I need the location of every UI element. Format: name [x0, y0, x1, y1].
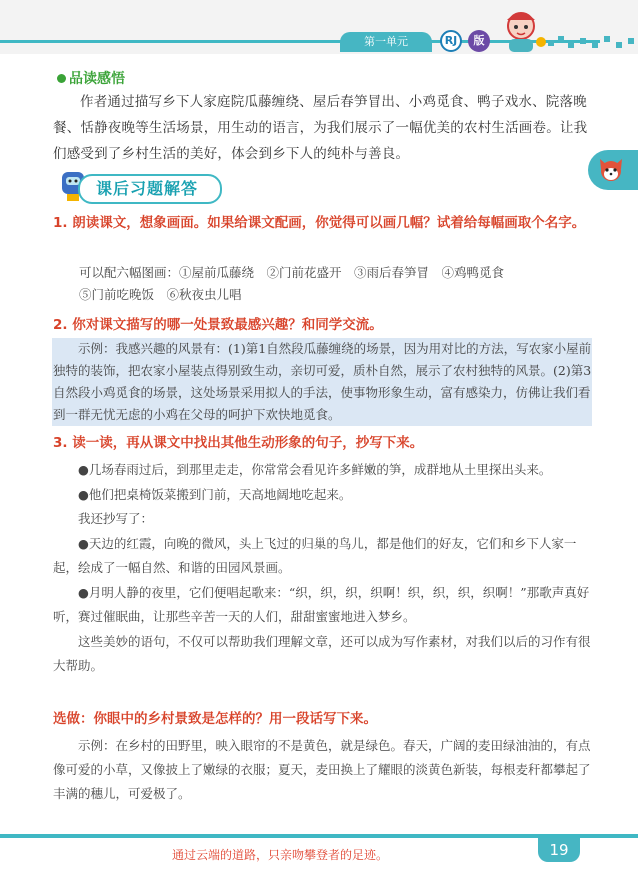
exercise-section-title: 课后习题解答: [96, 179, 199, 198]
answer-3-sentence-1: ●几场春雨过后，到那里走走，你常常会看见许多鲜嫩的笋，成群地从土里探出头来。: [78, 462, 552, 477]
answer-3-sentence-3: ●天边的红霞，向晚的微风，头上飞过的归巢的鸟儿，都是他们的好友，它们和乡下人家一起，绘成了一幅自然、和谐的田园风景画。: [53, 535, 577, 575]
answer-3-sentence-2: ●他们把桌椅饭菜搬到门前，天高地阔地吃起来。: [78, 486, 352, 502]
answer-3: [53, 458, 593, 679]
answer-3-sentence-4: ●月明人静的夜里，它们便唱起歌来：“织，织，织，织啊！织，织，织，织啊！”那歌声真好听，赛过催眠曲，让那些辛苦一天的人们，甜甜蜜蜜地进入梦乡。: [53, 584, 590, 624]
edition-badge-rj: RJ: [440, 30, 462, 52]
answer-2: 示例：我感兴趣的风景有：(1)第1自然段瓜藤缠绕的场景，因为用对比的方法，写农家小屋前独特的装饰，把农家小屋装点得别致生动，亲切可爱，质朴自然，展示了农村独特的风景。(2)第3自然段小鸡觅食的场景，这处场景采用拟人的手法，使事物形象生动，富有感染力，仿佛让我们看到一群无忧无虑的小鸡在父母的呵护下欢快地觅食。: [53, 341, 592, 422]
answer-1-line-2: ⑤门前吃晚饭 ⑥秋夜虫儿唱: [79, 287, 242, 302]
answer-3-conclusion: 这些美妙的语句，不仅可以帮助我们理解文章，还可以成为写作素材，对我们以后的习作有很大帮助。: [53, 633, 591, 673]
reading-heading-text: 品读感悟: [69, 71, 125, 87]
question-1: 1. 朗读课文，想象画面。如果给课文配画，你觉得可以画几幅？试着给每幅画取个名字。: [53, 215, 586, 231]
question-optional: 选做：你眼中的乡村景致是怎样的？用一段话写下来。: [53, 711, 377, 727]
fox-face-icon: [597, 155, 625, 183]
answer-3-note: 我还抄写了：: [78, 511, 154, 526]
bullet-dot-icon: [57, 74, 66, 83]
answer-1: [53, 262, 594, 306]
page-number: 19: [538, 838, 580, 862]
question-2: 2. 你对课文描写的哪一处景致最感兴趣？和同学交流。: [53, 317, 383, 333]
edition-badge-ban: 版: [468, 30, 490, 52]
answer-1-line-1: 可以配六幅图画：①屋前瓜藤绕 ②门前花盛开 ③雨后春笋冒 ④鸡鸭觅食: [79, 265, 517, 280]
answer-optional: 示例：在乡村的田野里，映入眼帘的不是黄色，就是绿色。春天，广阔的麦田绿油油的，有点像可爱的小草，又像披上了嫩绿的衣服；夏天，麦田换上了耀眼的淡黄色新装，每根麦秆都攀起了丰满的穗儿，可爱极了。: [53, 738, 591, 801]
question-3: 3. 读一读，再从课文中找出其他生动形象的句子，抄写下来。: [53, 435, 424, 451]
reading-paragraph: 作者通过描写乡下人家庭院瓜藤缠绕、屋后春笋冒出、小鸡觅食、鸭子戏水、院落晚餐、恬静夜晚等生活场景，用生动的语言，为我们展示了一幅优美的农村生活画卷。让我们感受到了乡村生活的美好，体会到乡下人的纯朴与善良。: [53, 94, 588, 162]
mascot-illustration: [497, 8, 549, 54]
footer-motto: 通过云端的道路，只亲吻攀登者的足迹。: [171, 848, 388, 862]
section-heading-reading: [57, 68, 125, 88]
decorative-checker-pattern: [548, 36, 638, 50]
unit-label: 第一单元: [340, 32, 432, 52]
